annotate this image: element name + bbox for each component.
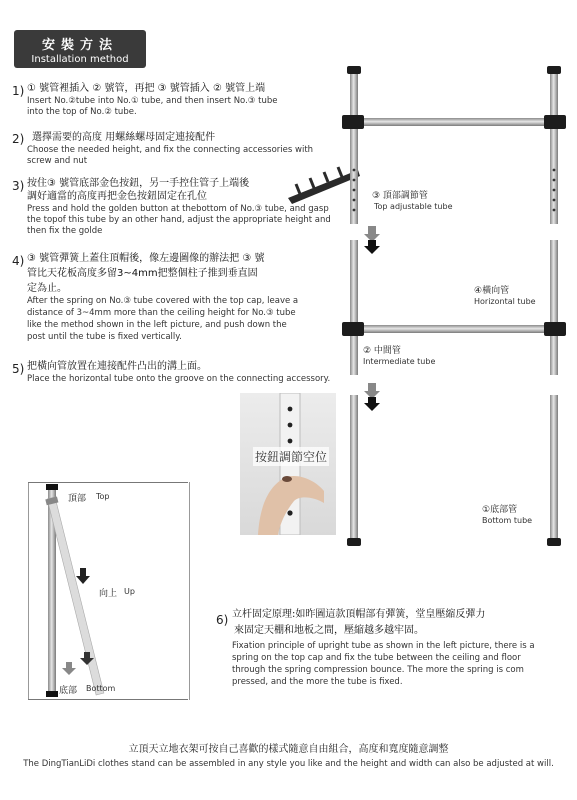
middle-tube-label-zh: ② 中間管 bbox=[363, 346, 401, 356]
footer-en: The DingTianLiDi clothes stand can be assembled in any style you like and the height and width can also be adjusted at will. bbox=[23, 759, 554, 769]
step-4-number: 4) bbox=[12, 254, 25, 268]
tilt-bottom-label-en: Bottom bbox=[86, 684, 116, 693]
title-en: Installation method bbox=[31, 54, 129, 65]
hanger-arm bbox=[288, 167, 360, 204]
step-4-en-3: like the method shown in the left picture, and push down the bbox=[27, 320, 287, 330]
step-3-number: 3) bbox=[12, 179, 25, 193]
horizontal-tube-label-en: Horizontal tube bbox=[474, 297, 536, 306]
step-2-en-2: screw and nut bbox=[27, 156, 88, 166]
footer-zh: 立頂天立地衣架可按自己喜歡的樣式隨意自由組合，高度和寬度隨意調整 bbox=[128, 744, 449, 755]
step-1-zh: ① 號管裡插入 ② 號管，再把 ③ 號管插入 ② 號管上端 bbox=[27, 83, 266, 94]
step-5-number: 5) bbox=[12, 362, 25, 376]
top-horizontal-tube bbox=[342, 115, 566, 129]
left-bottom-tube bbox=[347, 395, 361, 546]
step-1-number: 1) bbox=[12, 84, 25, 98]
step-4-en-1: After the spring on No.③ tube covered with the top cap, leave a bbox=[27, 296, 299, 306]
step-4-en-2: distance of 3~4mm more than the ceiling height for No.③ tube bbox=[27, 308, 296, 318]
top-tube-label-en: Top adjustable tube bbox=[374, 202, 453, 211]
right-bottom-tube bbox=[547, 395, 561, 546]
step-1-en-2: into the top of No.② tube. bbox=[27, 107, 137, 117]
arrows-upper bbox=[364, 226, 380, 254]
step-3-en-3: then fix the golde bbox=[27, 226, 103, 236]
step-6-zh-2: 來固定天棚和地板之間，壓縮越多越牢固。 bbox=[234, 625, 424, 636]
tilt-up-label-zh: 向上 bbox=[99, 589, 118, 599]
step-3-zh-2: 調好適當的高度再把金色按鈕固定在孔位 bbox=[27, 191, 207, 202]
step-5-zh: 把橫向管放置在連接配件凸出的溝上面。 bbox=[27, 361, 207, 372]
step-4-en-4: post until the tube is fixed vertically. bbox=[27, 332, 182, 342]
step-2-en-1: Choose the needed height, and fix the connecting accessories with bbox=[27, 145, 314, 155]
step-4-zh-1: ③ 號管彈簧上蓋住頂帽後，像左邊圖像的辦法把 ③ 號 bbox=[27, 253, 265, 264]
step-6-en-1: Fixation principle of upright tube as shown in the left picture, there is a bbox=[232, 641, 535, 651]
bottom-tube-label-zh: ①底部管 bbox=[482, 505, 518, 515]
left-middle-tube bbox=[350, 240, 358, 375]
top-tube-label-zh: ③ 頂部調節管 bbox=[372, 191, 428, 201]
step-3-en-2: the topof this tube by an other hand, adjust the appropriate height and bbox=[27, 215, 331, 225]
section-title bbox=[14, 30, 146, 68]
bottom-tube-label-en: Bottom tube bbox=[482, 516, 533, 525]
step-6-en-2: spring on the top cap and fix the tube between the ceiling and floor bbox=[232, 653, 521, 663]
step-2-number: 2) bbox=[12, 132, 25, 146]
step-4-zh-2: 管比天花板高度多留3~4mm把整個柱子推到垂直固 bbox=[27, 268, 258, 279]
step-5-en: Place the horizontal tube onto the groove on the connecting accessory. bbox=[27, 374, 331, 384]
step-1-en-1: Insert No.②tube into No.① tube, and then insert No.③ tube bbox=[27, 96, 278, 106]
tilt-up-label-en: Up bbox=[124, 587, 135, 596]
step-3-zh-1: 按住③ 號管底部金色按鈕，另一手控住管子上端後 bbox=[27, 178, 250, 189]
step-6-en-3: through the spring compression bounce. The more the spring is com bbox=[232, 665, 524, 675]
tilt-top-label-zh: 頂部 bbox=[68, 494, 87, 504]
step-6-number: 6) bbox=[216, 613, 229, 627]
tilt-bottom-label-zh: 底部 bbox=[59, 686, 78, 696]
step-2-zh: 選擇需要的高度 用螺絲螺母固定連接配件 bbox=[32, 132, 216, 143]
tilt-top-label-en: Top bbox=[96, 492, 110, 501]
middle-horizontal-tube bbox=[342, 322, 566, 336]
left-top-tube bbox=[347, 66, 361, 224]
horizontal-tube-label-zh: ④橫向管 bbox=[474, 286, 510, 296]
title-zh: 安裝方法 bbox=[41, 38, 118, 53]
photo-caption: 按鈕調節空位 bbox=[253, 447, 329, 466]
right-top-tube bbox=[547, 66, 561, 224]
right-middle-tube bbox=[550, 240, 558, 375]
arrows-lower bbox=[364, 383, 380, 411]
step-4-zh-3: 定為止。 bbox=[27, 283, 67, 294]
step-6-en-4: pressed, and the more the tube is fixed. bbox=[232, 677, 403, 687]
step-6-zh-1: 立杆固定原理:如昨圖這款頂帽部有彈簧，堂皇壓縮反彈力 bbox=[232, 609, 486, 620]
step-3-en-1: Press and hold the golden button at thebottom of No.③ tube, and gasp bbox=[27, 204, 329, 214]
middle-tube-label-en: Intermediate tube bbox=[363, 357, 436, 366]
